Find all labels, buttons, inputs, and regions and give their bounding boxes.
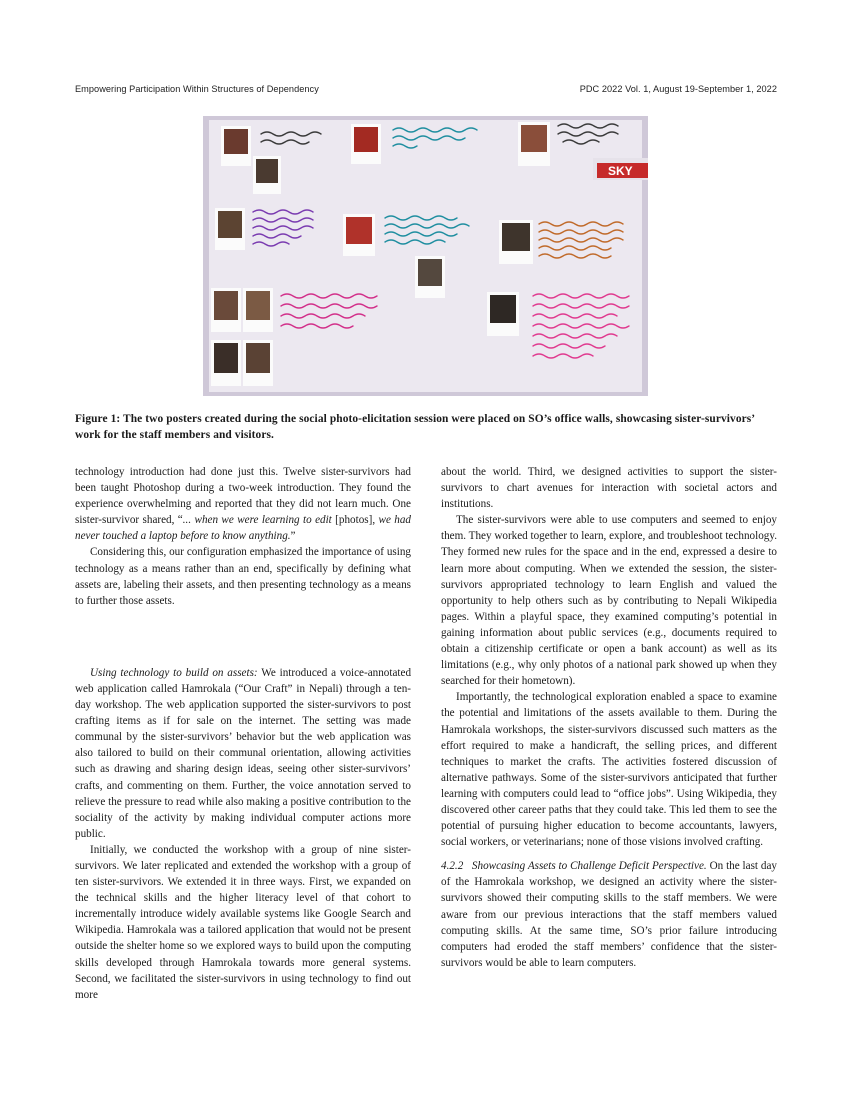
paragraph: Considering this, our configuration emphasized the importance of using technology as a means rather than an end, specifically by defining what assets are, labeling their assets, and then presenting technology as a means to further those assets. xyxy=(75,546,411,607)
left-column xyxy=(75,464,411,1003)
figure-caption: Figure 1: The two posters created during the social photo-elicitation session were placed on SO’s office walls, showcasing sister-survivors’ work for the staff members and visitors. xyxy=(75,413,755,441)
right-column xyxy=(441,464,777,971)
subsection-title: Showcasing Assets to Challenge Deficit Perspective. xyxy=(471,860,707,873)
poster-photo-illustration xyxy=(203,116,648,396)
paragraph: The sister-survivors were able to use computers and seemed to enjoy them. They worked together to learn, explore, and troubleshoot technology. They formed new rules for the space and in the end, expressed a desire to learn more about computing. When we extended the session, the sister-survivors appropriated technology to learn English and valued the opportunity to help others such as by contributing to Nepali Wikipedia pages. Within a playful space, they examined computing’s potential in gaining information about public services (e.g., documents required to obtain a citizenship certificate or open a bank account) as well as its limitations (e.g., why only photos of a national park showed up when they searched for their hometown). xyxy=(441,514,777,688)
paragraph: Using technology to build on assets: We introduced a voice-annotated web application called Hamrokala (“Our Craft” in Nepali) through a ten-day workshop. The web application supported the sister-survivors to post crafting items as if for sale on the internet. The setting was made communal by the sister-survivors’ behavior but the web application was also tailored to build on their communal orientation, allowing activities such as drawing and sharing design ideas, seeing other sister-survivors’ crafts, and commenting on them. Further, the voice annotation served to relieve the pressure to read while also making a positive contribution to the sociality of the activity by making individual computer actions more public. xyxy=(75,666,412,840)
paragraph: Initially, we conducted the workshop with a group of nine sister-survivors. We later replicated and extended the workshop with a group of ten sister-survivors. We extended it in three ways. First, we expanded on the technical skills and the higher literacy level of that cohort to incrementally introduce widely available systems like Google Search and Wikipedia. Hamrokala was a tailored application that would not be present outside the shelter home so we explored ways to build upon the computing skills developed through Hamrokala towards more general systems. Second, we facilitated the sister-survivors in using technology to find out more xyxy=(75,843,411,1001)
poster-label: SKY xyxy=(608,164,633,178)
paragraph: Importantly, the technological exploration enabled a space to examine the potential and limitations of the assets available to them. During the Hamrokala workshops, the sister-survivors discussed such matters as the effort required to make a handicraft, the selling prices, and different techniques to market the crafts. The activities fostered discussion of alternative pathways. Some of the sister-survivors anticipated that further learning with computers could lead to “office jobs”. Using Wikipedia, they discovered other career paths that they could take. This led them to see the potential of pursuing higher education to become accountants, lawyers, social workers, or veterinarians; none of those visions involved crafting. xyxy=(441,691,777,849)
run-in-heading: Using technology to build on assets: xyxy=(90,666,258,679)
figure-photo xyxy=(203,116,648,396)
paragraph: technology introduction had done just this. Twelve sister-survivors had been taught Photoshop during a two-week introduction. They found the experience overwhelming and reported that they did not learn much. One sister-survivor shared, “... when we were learning to edit [photos], we had never touched a laptop before to know anything.” xyxy=(75,466,412,543)
paragraph: about the world. Third, we designed activities to support the sister-survivors to chart avenues for interaction with societal actors and institutions. xyxy=(441,466,777,511)
running-head-venue: PDC 2022 Vol. 1, August 19-September 1, 2022 xyxy=(579,84,777,94)
subsection-paragraph: 4.2.2 Showcasing Assets to Challenge Deficit Perspective. On the last day of the Hamrokala workshop, we designed an activity where the sister-survivors showed their computing skills to the staff members. We were aware from our previous interactions that the staff members valued computing skills. At the same time, SO’s prior failure introducing computers had eroded the staff members’ confidence that the sister-survivors would be able to learn computers. xyxy=(441,860,777,969)
subsection-number: 4.2.2 xyxy=(441,860,464,873)
running-head-title: Empowering Participation Within Structures of Dependency xyxy=(75,84,319,94)
